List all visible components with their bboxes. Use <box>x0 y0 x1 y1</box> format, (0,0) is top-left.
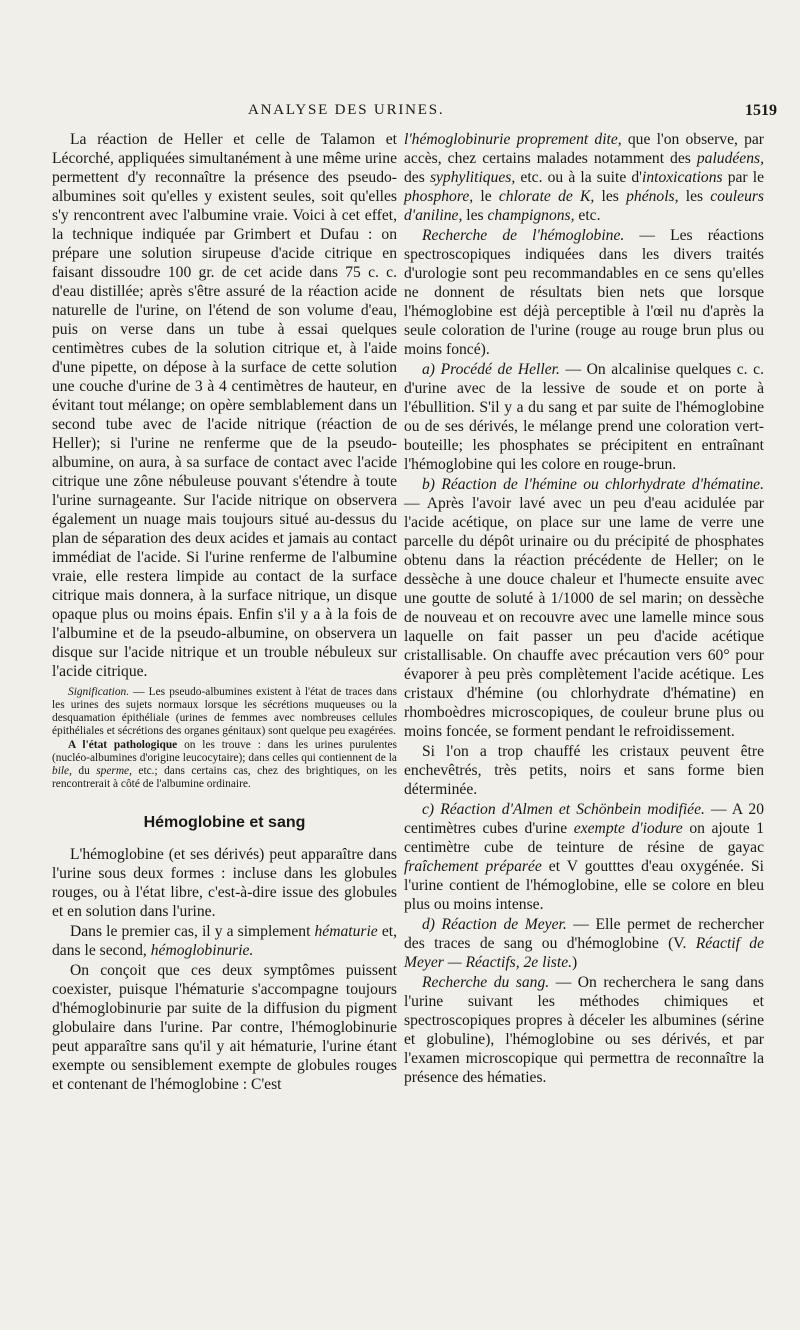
term-chlorate: chlorate de K, <box>498 188 595 205</box>
note-signification-lead: Signification. <box>68 686 130 698</box>
section-heading: Hémoglobine et sang <box>143 814 306 831</box>
procede-heller-text: — On alcalinise quelques c. c. d'urine avec de la lessive de soude et on porte à l'ébullition. S'il y a du sang et par suite de l'hémoglobine ou de ses dérivés, le mélange prend une coloration vert-bouteille; les phosphates se précipitent en entraînant l'hémoglobine qui les colore en rouge-brun. <box>404 361 764 473</box>
r1-text-j: etc. <box>574 207 601 224</box>
note-pathologique-text-b: , du <box>69 765 97 777</box>
paragraph-trop-chauffe: Si l'on a trop chauffé les cristaux peuvent être enchevêtrés, très petits, noirs et sans forme bien déterminée. <box>404 743 764 798</box>
term-hemoglobinurie: hémoglobinurie. <box>150 942 254 959</box>
term-paludeens: paludéens, <box>696 150 764 167</box>
reaction-hemine-text: — Après l'avoir lavé avec un peu d'eau acidulée par l'acide acétique, on place sur une lame de verre une parcelle du dépôt urinaire ou du précipité de phosphates obtenu dans la réaction précédente de Heller; on le dessèche à une douce chaleur et l'humecte ensuite avec une goutte de soluté à 1/1000 de sel marin; on dessèche de nouveau et on recouvre avec une lamelle mince sous laquelle on fait passer un peu d'acide acétique cristallisable. On chauffe avec précaution vers 60° pour évaporer à peu près complètement l'acide acétique. Les cristaux d'hémine (ou chlorhydrate d'hématine) en rhomboèdres microscopiques, de couleur brune plus ou moins foncée, se forment pendant le refroidissement. <box>404 495 764 740</box>
page-number: 1519 <box>745 102 777 119</box>
term-intoxications: intoxications <box>642 169 723 186</box>
term-champignons: champignons, <box>487 207 575 224</box>
paragraph-premier-cas <box>52 922 397 960</box>
term-syphylitiques: syphylitiques, <box>429 169 516 186</box>
paragraph-reaction-almen <box>404 800 764 914</box>
paragraph-procede-heller <box>404 360 764 474</box>
recherche-hemoglobine-text: — Les réactions spectroscopiques indiquées dans les divers traités d'urologie sont peu recommandables en ce sens qu'elles ne donnent de résultats bien nets que lorsque l'hémoglobine est déjà perceptible à l'œil nu d'après la seule coloration de l'urine (rouge au rouge brun plus ou moins foncé). <box>404 227 764 358</box>
reaction-almen-text-b: on ajoute 1 centimètre cube de teinture de résine de gayac <box>404 820 764 856</box>
recherche-sang-text: — On recherchera le sang dans l'urine suivant les méthodes chimiques et spectroscopiques propres à déceler les albumines (sérine et globuline), l'hémoglobine ou ses dérivés, et par l'examen microscopique qui permettra de reconnaître la présence des hématies. <box>404 974 764 1086</box>
reaction-almen-text-c: et V goutttes d'eau oxygénée. Si l'urine contient de l'hémoglobine, elle se colore en bleu plus ou moins intense. <box>404 858 765 913</box>
r1-text-e: par le <box>722 169 765 186</box>
note-term-sperme: sperme <box>96 765 130 777</box>
page-header <box>0 100 800 124</box>
premier-cas-text-a: Dans le premier cas, il y a simplement <box>70 923 315 940</box>
recherche-sang-lead: Recherche du sang. <box>422 974 550 991</box>
reaction-meyer-text-a: — Elle permet de rechercher des traces de sang ou d'hémoglobine (V. <box>404 916 764 952</box>
note-pathologique-text-a: on les trouve : dans les urines purulentes (nucléo-albumines d'origine leucocytaire); dans celles qui contiennent de la <box>52 739 397 764</box>
paragraph-hemoglobine-formes: L'hémoglobine (et ses dérivés) peut apparaître dans l'urine sous deux formes : incluse dans les globules rouges, ou à l'état libre, c'est-à-dire issue des globules et en solution dans l'urine. <box>52 846 397 920</box>
term-fraichement-preparee: fraîchement préparée <box>404 858 542 875</box>
note-pathologique-text-c: , etc.; dans certains cas, chez des brightiques, on les rencontrerait à côté de l'albumine ordinaire. <box>52 765 397 790</box>
r1-text-b: que l'on observe, par accès, chez certains malades notamment des <box>404 131 764 167</box>
term-exempte-iodure: exempte d'iodure <box>573 820 683 837</box>
r1-text-d: etc. ou à la suite d' <box>515 169 642 186</box>
paragraph-recherche-sang <box>404 973 764 1087</box>
running-title: ANALYSE DES URINES. <box>248 102 445 118</box>
paragraph-reaction-hemine <box>404 475 764 741</box>
r1-text-i: les <box>462 207 488 224</box>
term-hemoglobinurie-dite: l'hémoglobinurie proprement dite, <box>404 131 622 148</box>
reaction-meyer-text-b: ) <box>572 954 578 971</box>
procede-heller-lead: a) Procédé de Heller. <box>422 361 560 378</box>
paragraph-recherche-hemoglobine <box>404 226 764 359</box>
r1-text-c: des <box>404 169 430 186</box>
reaction-almen-lead: c) Réaction d'Almen et Schönbein modifiée. <box>422 801 705 818</box>
left-column <box>52 130 397 1094</box>
note-signification-text: — Les pseudo-albumines existent à l'état de traces dans les urines des sujets normaux lorsque les sécrétions muqueuses ou la desquamation épithéliale (urines de femmes avec nombreuses cellules épithéliales et sécrétions des organes génitaux) sont quelque peu exagérées. <box>52 686 397 737</box>
reaction-meyer-lead: d) Réaction de Meyer. <box>422 916 567 933</box>
right-column <box>404 130 764 1087</box>
premier-cas-text-b: et, dans le second, <box>52 923 397 959</box>
r1-text-f: le <box>473 188 499 205</box>
small-print-notes <box>52 686 397 791</box>
reaction-almen-text-a: — A 20 centimètres cubes d'urine <box>404 801 764 837</box>
note-pathologique-lead: A l'état pathologique <box>68 739 178 751</box>
note-signification <box>52 686 397 738</box>
paragraph-coexister: On conçoit que ces deux symptômes puissent coexister, puisque l'hématurie s'accompagne toujours d'hémoglobinurie par suite de la diffusion du pigment globulaire dans l'urine. Par contre, l'hémoglobinurie peut apparaître sans qu'il y ait hématurie, l'urine étant exempte ou sensiblement exempte de globules rouges et contenant de l'hémoglobine : C'est <box>52 962 397 1093</box>
term-hematurie: hématurie <box>314 923 378 940</box>
term-couleurs: couleurs d'aniline, <box>404 188 764 224</box>
reaction-hemine-lead: b) Réaction de l'hémine ou chlorhydrate d'hématine. <box>422 476 764 493</box>
note-pathologique <box>52 739 397 791</box>
note-term-bile: bile <box>52 765 70 777</box>
paragraph-reaction-meyer <box>404 915 764 972</box>
term-phenols: phénols, <box>626 188 679 205</box>
reaction-meyer-reference: Réactif de Meyer — Réactifs, 2e liste. <box>404 935 764 971</box>
term-phosphore: phosphore, <box>404 188 474 205</box>
paragraph-hemoglobinurie-dite <box>404 130 764 225</box>
r1-text-h: les <box>678 188 711 205</box>
r1-text-g: les <box>594 188 627 205</box>
paragraph-heller-talamon: La réaction de Heller et celle de Talamon et Lécorché, appliquées simultanément à une même urine permettent d'y reconnaître la présence des pseudo-albumines soit qu'elles y existent seules, soit qu'elles s'y rencontrent avec l'albumine vraie. Voici à cet effet, la technique indiquée par Grimbert et Dufau : on prépare une solution sirupeuse d'acide citrique en faisant dissoudre 100 gr. de cet acide dans 75 c. c. d'eau distillée; après s'être assuré de la réaction acide naturelle de l'urine, on l'étend de son volume d'eau, puis on verse dans un tube à essai quelques centimètres cubes de la solution citrique et, à l'aide d'une pipette, on dépose à la surface de cette solution une couche d'urine de 3 à 4 centimètres de hauteur, en évitant tout mélange; on opère semblablement dans un second tube avec de l'acide nitrique (réaction de Heller); si l'urine ne renferme que de la pseudo-albumine, on aura, à sa surface de contact avec l'acide citrique une zône nébuleuse pouvant s'étendre à toute l'urine surnageante. Sur l'acide nitrique on observera également un nuage mais toujours situé au-dessus du plan de séparation des deux acides et jamais au contact immédiat de l'acide. Si l'urine renferme de l'albumine vraie, elle restera limpide au contact de la surface citrique mais donnera, à la surface nitrique, un disque opaque plus ou moins épais. Enfin s'il y a à la fois de l'albumine et de la pseudo-albumine, on observera un disque sur l'acide nitrique et un trouble nébuleux sur l'acide citrique. <box>52 131 397 680</box>
recherche-hemoglobine-lead: Recherche de l'hémoglobine. <box>422 227 625 244</box>
